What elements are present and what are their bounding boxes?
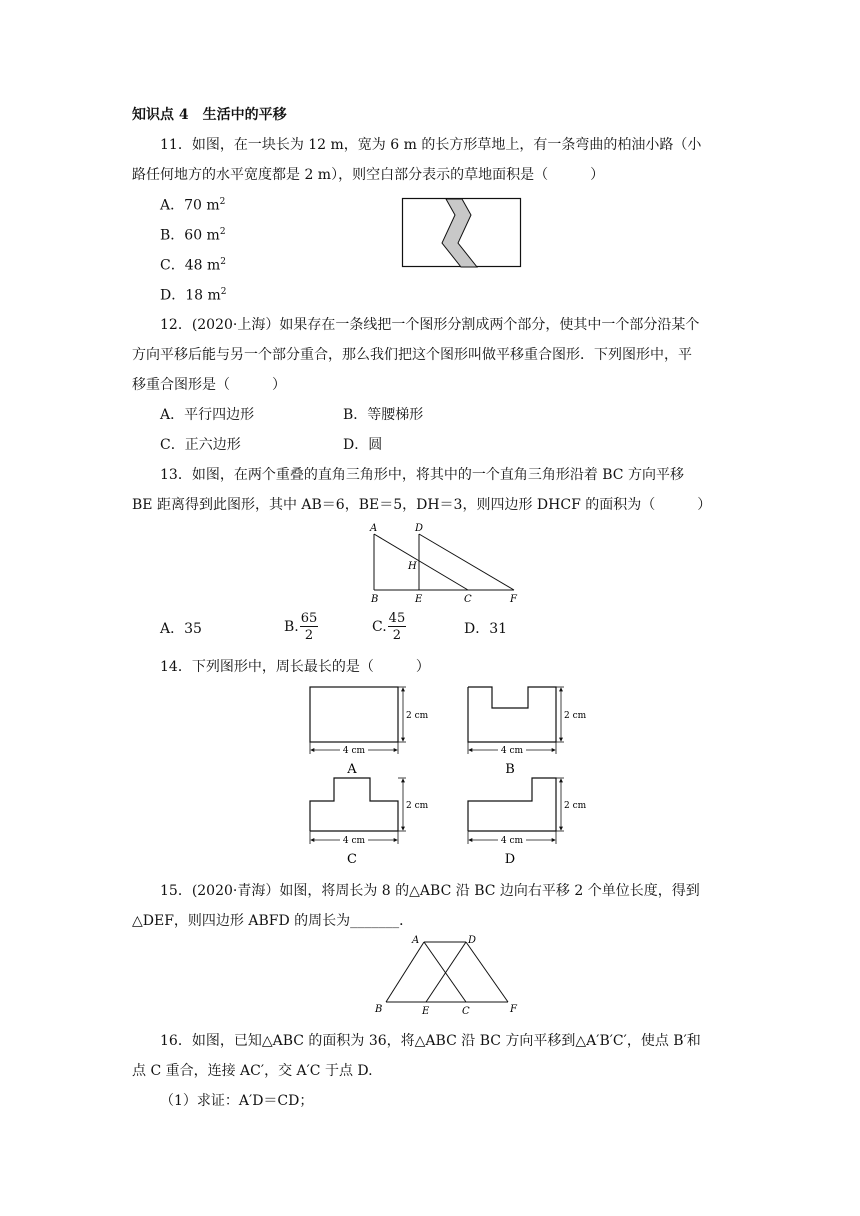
q13-option-a: A．35 [160,621,202,637]
q11-option-d: D．18 $m^2$ [160,287,227,304]
q11-option-a: A．70 $m^2$ [160,197,226,214]
q14-caption-d: D [504,852,516,867]
q13-option-b: B. $\frac{65}{2}$ [284,611,318,643]
q11-line2: 路任何地方的水平宽度都是 2 m），则空白部分表示的草地面积是（ ） [132,167,605,183]
q14-figure-d [468,778,587,867]
q12-option-c: C．正六边形 [160,437,241,453]
q14-c-height-label: 2 cm [406,801,429,811]
q14-a-width-label: 4 cm [342,746,366,756]
q13-line1: 13．如图，在两个重叠的直角三角形中，将其中的一个直角三角形沿着 BC 方向平移 [160,467,684,483]
q15-label-a: A [412,935,420,946]
q11-figure [402,198,522,268]
q15-label-c: C [462,1006,470,1017]
q14-d-height-label: 2 cm [564,801,587,811]
q13-label-a: A [370,523,378,534]
q16-line2: 点 C 重合，连接 AC′，交 A′C 于点 D. [132,1063,373,1079]
q12-option-a: A．平行四边形 [160,407,255,423]
q14-c-width-label: 4 cm [342,836,366,846]
q13-option-d: D．31 [464,621,508,637]
q13-figure [364,522,524,604]
q14-figures [300,682,590,868]
q14-b-width-label: 4 cm [500,746,524,756]
q12-option-d: D．圆 [343,437,383,453]
q14-a-height-label: 2 cm [406,711,429,721]
q13-line2: BE 距离得到此图形，其中 AB＝6，BE＝5，DH＝3，则四边形 DHCF 的面积为（ ） [132,497,712,513]
q14-figure-a [310,687,429,777]
q13-label-c: C [464,594,472,605]
q13-label-h: H [408,561,417,572]
q13-label-d: D [415,523,424,534]
q14-caption-a: A [347,762,357,777]
q14-caption-b: B [505,762,515,777]
q14-d-width-label: 4 cm [500,836,524,846]
q14-stem: 14．下列图形中，周长最长的是（ ） [160,659,430,675]
q12-line3: 移重合图形是（ ） [132,377,286,393]
q12-option-b: B．等腰梯形 [343,407,424,423]
q15-label-d: D [468,935,477,946]
q11-option-b: B．60 $m^2$ [160,227,226,244]
q15-label-b: B [375,1004,383,1015]
q14-b-height-label: 2 cm [564,711,587,721]
q13-label-f: F [510,594,517,605]
q15-line1: 15．(2020·青海）如图，将周长为 8 的△ABC 沿 BC 边向右平移 2 个单位长度，得到 [160,883,700,899]
q16-sub1: （1）求证：A′D＝CD； [160,1093,314,1109]
q15-figure [372,932,522,1016]
q14-figure-c [310,778,429,867]
q14-caption-c: C [347,852,357,867]
q12-line1: 12．(2020·上海）如果存在一条线把一个图形分割成两个部分，使其中一个部分沿某个 [160,317,700,333]
q13-label-b: B [371,594,379,605]
q13-option-c: C. $\frac{45}{2}$ [372,611,406,643]
q13-label-e: E [415,594,423,605]
q15-line2: △DEF，则四边形 ABFD 的周长为_______． [132,913,414,929]
q11-option-c: C．48 $m^2$ [160,257,226,274]
q14-figure-b [468,687,587,777]
q15-label-e: E [422,1006,430,1017]
section-title: 知识点 4 生活中的平移 [132,107,287,123]
q15-label-f: F [510,1004,517,1015]
q16-line1: 16．如图，已知△ABC 的面积为 36，将△ABC 沿 BC 方向平移到△A′B′C′，使点 B′和 [160,1033,701,1049]
q11-line1: 11．如图，在一块长为 12 m，宽为 6 m 的长方形草地上，有一条弯曲的柏油小路（小 [160,137,702,153]
q12-line2: 方向平移后能与另一个部分重合，那么我们把这个图形叫做平移重合图形．下列图形中，平 [132,347,692,363]
